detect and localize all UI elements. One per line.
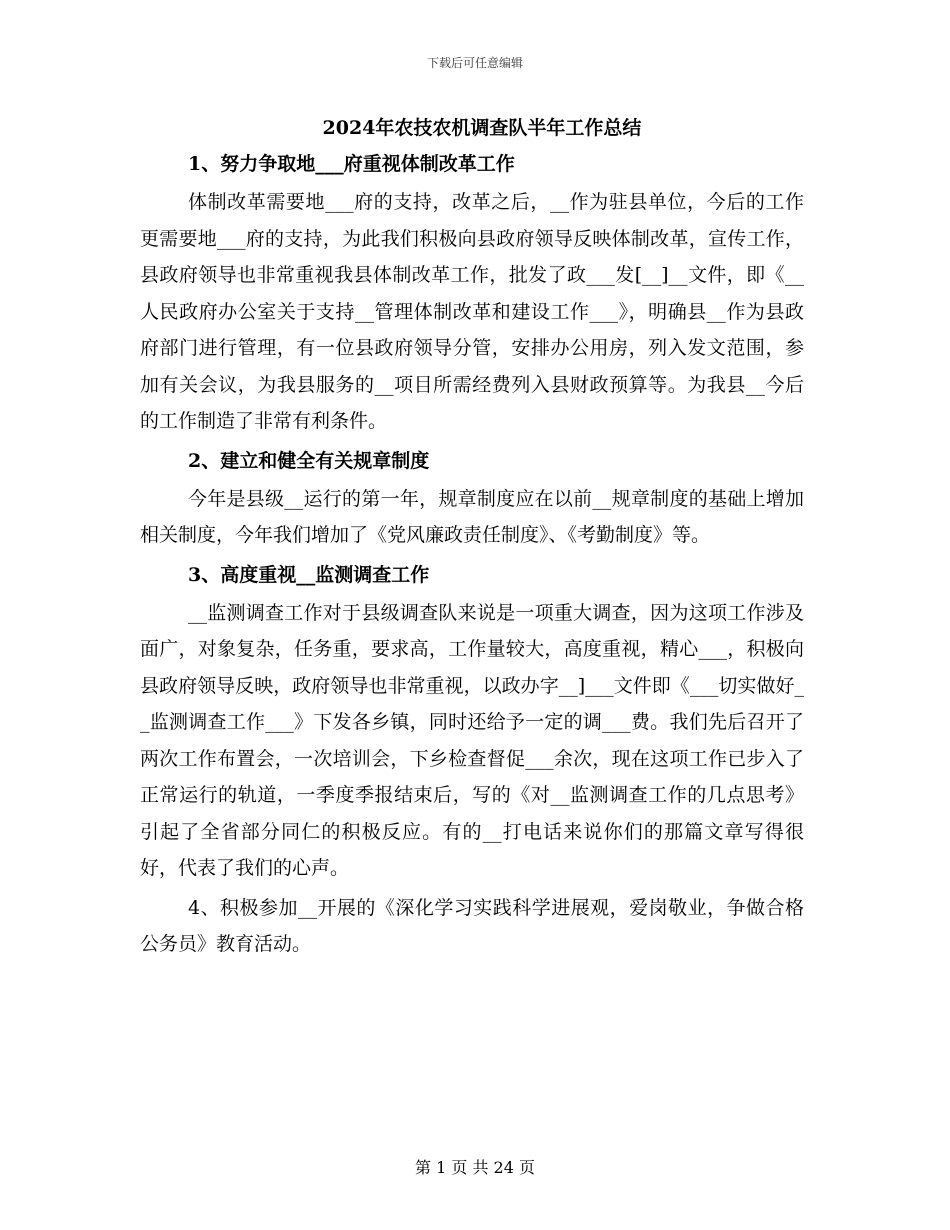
document-title: 2024年农技农机调查队半年工作总结 <box>322 117 642 139</box>
section-body-3: __监测调查工作对于县级调查队来说是一项重大调查，因为这项工作涉及面广，对象复杂，任务重，要求高，工作量较大，高度重视，精心___，积极向县政府领导反映，政府领导也非常重视，以政办字__]___文件即《___切实做好__监测调查工作___》下发各乡镇，同时还给予一定的调___费。我们先后召开了两次工作布置会，一次培训会，下乡检查督促___余次，现在这项工作已步入了正常运行的轨道，一季度季报结束后，写的《对__监测调查工作的几点思考》引起了全省部分同仁的积极反应。有的__打电话来说你们的那篇文章写得很好，代表了我们的心声。 <box>140 601 804 879</box>
page-footer: 第 1 页 共 24 页 <box>415 1158 535 1177</box>
header-note: 下载后可任意编辑 <box>426 56 523 70</box>
section-body-1: 体制改革需要地___府的支持，改革之后，__作为驻县单位，今后的工作更需要地___府的支持，为此我们积极向县政府领导反映体制改革，宣传工作，县政府领导也非常重视我县体制改革工作，批发了政___发[__]__文件，即《__人民政府办公室关于支持__管理体制改革和建设工作___》，明确县__作为县政府部门进行管理，有一位县政府领导分管，安排办公用房，列入发文范围，参加有关会议，为我县服务的__项目所需经费列入县财政预算等。为我县__今后的工作制造了非常有利条件。 <box>140 191 804 432</box>
section-body-2: 今年是县级__运行的第一年，规章制度应在以前__规章制度的基础上增加相关制度，今年我们增加了《党风廉政责任制度》、《考勤制度》等。 <box>140 487 804 546</box>
section-heading-3: 3、高度重视__监测调查工作 <box>188 563 430 586</box>
section-body-4: 4、积极参加__开展的《深化学习实践科学进展观，爱岗敬业，争做合格公务员》教育活动。 <box>140 896 804 955</box>
section-heading-2: 2、建立和健全有关规章制度 <box>188 449 430 472</box>
document-content <box>140 110 804 963</box>
section-heading-1: 1、努力争取地___府重视体制改革工作 <box>188 153 515 175</box>
